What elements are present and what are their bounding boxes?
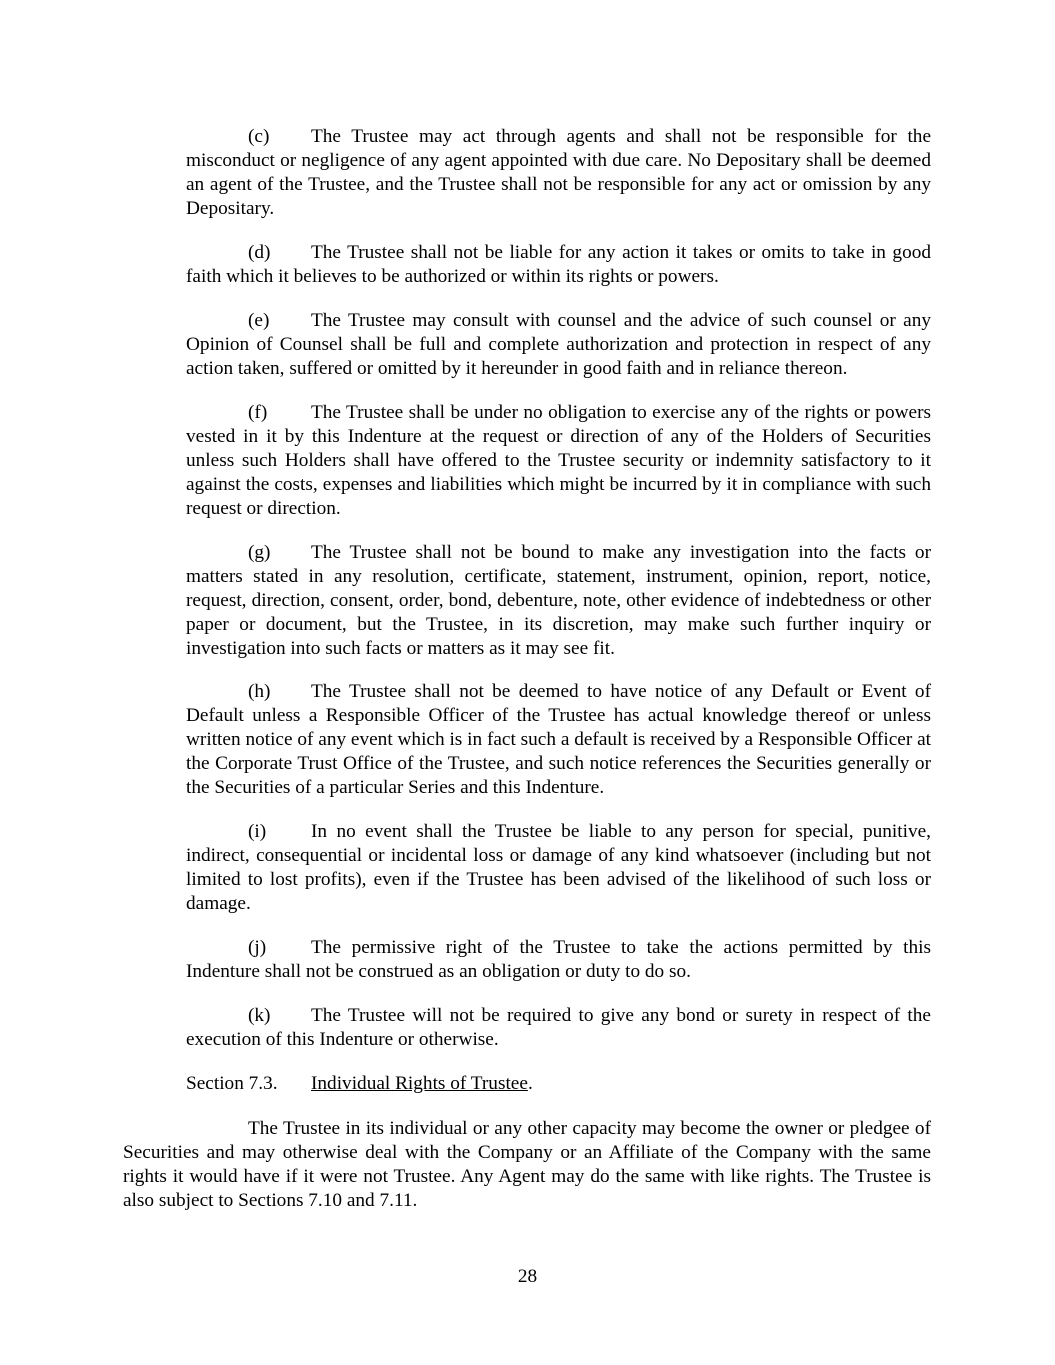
section-heading <box>186 1072 931 1096</box>
paragraph-k <box>186 1004 931 1052</box>
paragraph-d <box>186 241 931 289</box>
paragraph-text: The Trustee shall be under no obligation to exercise any of the rights or powers vested in it by this Indenture at the request or direction of any of the Holders of Securities unless such Holders shall have offered to the Trustee security or indemnity satisfactory to it against the costs, expenses and liabilities which might be incurred by it in compliance with such request or direction. <box>186 402 931 519</box>
paragraph-text: The Trustee shall not be bound to make any investigation into the facts or matters stated in any resolution, certificate, statement, instrument, opinion, report, notice, request, direction, consent, order, bond, debenture, note, other evidence of indebtedness or other paper or document, but the Trustee, in its discretion, may make such further inquiry or investigation into such facts or matters as it may see fit. <box>186 542 931 659</box>
section-title: Individual Rights of Trustee <box>311 1073 528 1094</box>
paragraph-h <box>186 680 931 800</box>
paragraph-c <box>186 125 931 221</box>
section-title-suffix: . <box>527 1073 533 1094</box>
section-body <box>123 1117 931 1213</box>
paragraph-marker: (k) <box>248 1005 271 1026</box>
paragraph-marker: (j) <box>248 937 267 958</box>
paragraph-f <box>186 401 931 521</box>
paragraph-marker: (f) <box>248 402 268 423</box>
paragraph-i <box>186 820 931 916</box>
paragraph-text: The permissive right of the Trustee to take the actions permitted by this Indenture shall not be construed as an obligation or duty to do so. <box>186 937 931 982</box>
paragraph-marker: (i) <box>248 821 267 842</box>
paragraph-j <box>186 936 931 984</box>
section-body-text: The Trustee in its individual or any other capacity may become the owner or pledgee of Securities and may otherwise deal with the Company or an Affiliate of the Company with the same rights it would have if it were not Trustee. Any Agent may do the same with like rights. The Trustee is also subject to Sections 7.10 and 7.11. <box>123 1118 931 1211</box>
paragraph-marker: (h) <box>248 681 271 702</box>
paragraph-text: The Trustee may consult with counsel and the advice of such counsel or any Opinion of Counsel shall be full and complete authorization and protection in respect of any action taken, suffered or omitted by it hereunder in good faith and in reliance thereon. <box>186 310 931 379</box>
paragraph-marker: (c) <box>248 126 270 147</box>
paragraph-marker: (d) <box>248 242 271 263</box>
page-number: 28 <box>517 1266 538 1287</box>
paragraph-text: The Trustee shall not be deemed to have notice of any Default or Event of Default unless a Responsible Officer of the Trustee has actual knowledge thereof or unless written notice of any event which is in fact such a default is received by a Responsible Officer at the Corporate Trust Office of the Trustee, and such notice references the Securities generally or the Securities of a particular Series and this Indenture. <box>186 681 931 798</box>
section-number: Section 7.3. <box>186 1073 278 1094</box>
paragraph-text: The Trustee may act through agents and shall not be responsible for the misconduct or negligence of any agent appointed with due care. No Depositary shall be deemed an agent of the Trustee, and the Trustee shall not be responsible for any act or omission by any Depositary. <box>186 126 931 219</box>
paragraph-marker: (e) <box>248 310 270 331</box>
paragraph-e <box>186 309 931 381</box>
paragraph-text: The Trustee shall not be liable for any action it takes or omits to take in good faith which it believes to be authorized or within its rights or powers. <box>186 242 931 287</box>
paragraph-marker: (g) <box>248 542 271 563</box>
paragraph-text: In no event shall the Trustee be liable to any person for special, punitive, indirect, consequential or incidental loss or damage of any kind whatsoever (including but not limited to lost profits), even if the Trustee has been advised of the likelihood of such loss or damage. <box>186 821 931 914</box>
paragraph-g <box>186 541 931 661</box>
paragraph-text: The Trustee will not be required to give any bond or surety in respect of the execution of this Indenture or otherwise. <box>186 1005 931 1050</box>
